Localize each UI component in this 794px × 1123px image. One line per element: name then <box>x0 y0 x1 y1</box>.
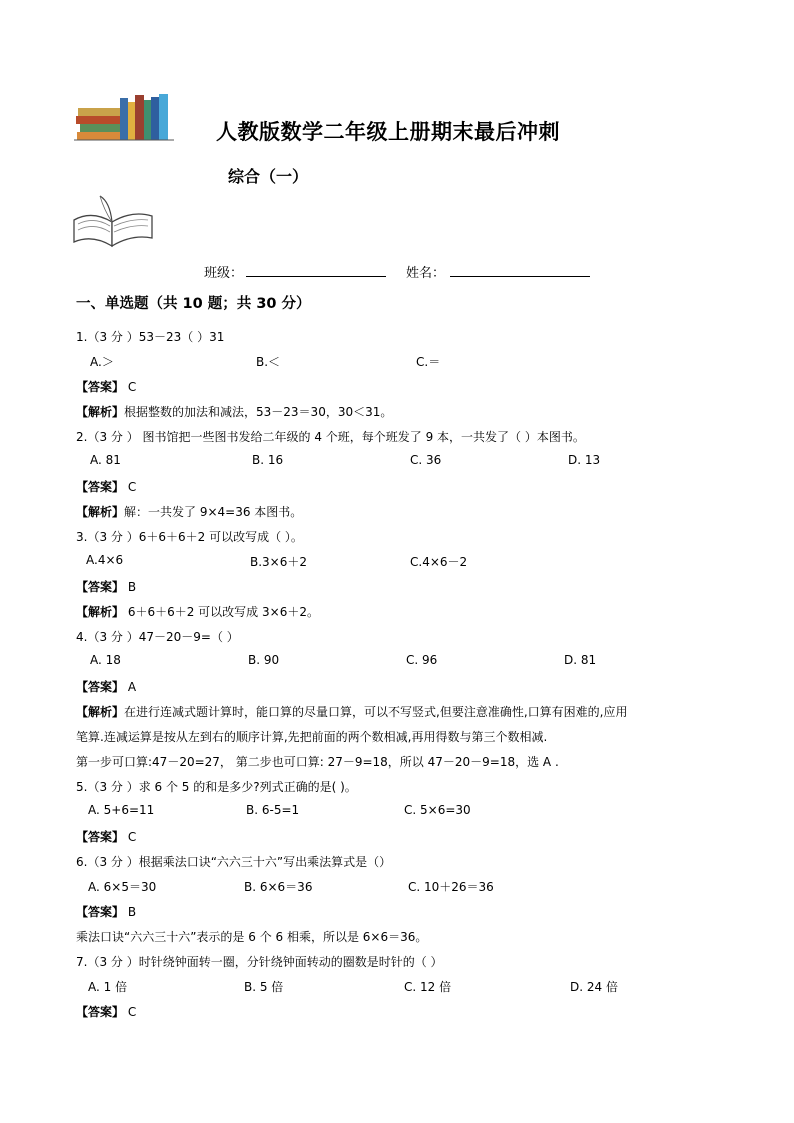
analysis-text: 根据整数的加法和减法，53－23＝30，30＜31。 <box>124 405 393 419</box>
answer-value: C <box>127 830 137 844</box>
answer-value: B <box>127 905 137 919</box>
question-4-option-c[interactable]: C. 96 <box>406 653 438 667</box>
answer-label: 【答案】 <box>76 830 125 844</box>
analysis-text: 解：一共发了 9×4=36 本图书。 <box>124 505 303 519</box>
answer-label: 【答案】 <box>76 380 125 394</box>
question-5-answer <box>76 828 136 845</box>
question-7-option-a[interactable]: A. 1 倍 <box>88 980 128 994</box>
name-label: 姓名： <box>406 266 446 281</box>
analysis-text: 6＋6＋6＋2 可以改写成 3×6＋2。 <box>124 605 319 619</box>
answer-value: C <box>127 380 137 394</box>
answer-value: C <box>127 480 137 494</box>
class-label: 班级： <box>204 266 244 281</box>
question-4-analysis <box>76 703 627 720</box>
page-subtitle: 综合（一） <box>228 167 309 186</box>
question-1-option-c[interactable]: C.＝ <box>416 355 441 369</box>
section-title: 一、单选题（共 10 题；共 30 分） <box>76 296 311 312</box>
question-4-analysis-line3: 第一步可口算:47－20=27， 第二步也可口算: 27－9=18，所以 47－20－9=18，选 A . <box>76 755 559 769</box>
question-7-answer <box>76 1003 136 1020</box>
question-4-stem: 4.（3 分 ）47－20－9=（ ） <box>76 630 239 644</box>
question-3-option-b[interactable]: B.3×6＋2 <box>250 555 308 569</box>
question-5-option-b[interactable]: B. 6-5=1 <box>246 803 300 817</box>
question-2-option-a[interactable]: A. 81 <box>90 453 121 467</box>
analysis-text: 在进行连减式题计算时，能口算的尽量口算，可以不写竖式,但要注意准确性,口算有困难的,应用 <box>124 705 628 719</box>
answer-label: 【答案】 <box>76 905 125 919</box>
question-2-option-b[interactable]: B. 16 <box>252 453 284 467</box>
question-3-stem: 3.（3 分 ）6＋6＋6＋2 可以改写成（ ）。 <box>76 530 303 544</box>
question-1-analysis <box>76 403 392 420</box>
question-2-option-c[interactable]: C. 36 <box>410 453 442 467</box>
question-7-option-d[interactable]: D. 24 倍 <box>570 980 618 994</box>
question-2-option-d[interactable]: D. 13 <box>568 453 601 467</box>
books-illustration <box>74 92 178 142</box>
answer-value: A <box>127 680 137 694</box>
answer-value: C <box>127 1005 137 1019</box>
page-title: 人教版数学二年级上册期末最后冲刺 <box>216 119 560 144</box>
analysis-label: 【解析】 <box>76 705 125 719</box>
question-6-note: 乘法口诀“六六三十六”表示的是 6 个 6 相乘，所以是 6×6＝36。 <box>76 930 428 944</box>
question-4-option-b[interactable]: B. 90 <box>248 653 280 667</box>
question-6-stem: 6.（3 分 ）根据乘法口诀“六六三十六”写出乘法算式是（） <box>76 855 392 869</box>
question-3-option-a[interactable]: A.4×6 <box>86 553 124 567</box>
answer-label: 【答案】 <box>76 480 125 494</box>
answer-label: 【答案】 <box>76 1005 125 1019</box>
question-4-option-d[interactable]: D. 81 <box>564 653 597 667</box>
question-1-option-a[interactable]: A.＞ <box>90 355 114 369</box>
question-4-option-a[interactable]: A. 18 <box>90 653 121 667</box>
question-3-option-c[interactable]: C.4×6－2 <box>410 555 468 569</box>
open-book-illustration <box>70 192 156 252</box>
name-field[interactable] <box>450 276 590 277</box>
question-1-option-b[interactable]: B.＜ <box>256 355 281 369</box>
question-2-analysis <box>76 503 302 520</box>
answer-label: 【答案】 <box>76 680 125 694</box>
answer-value: B <box>127 580 137 594</box>
question-4-analysis-line2: 笔算.连减运算是按从左到右的顺序计算,先把前面的两个数相减,再用得数与第三个数相减. <box>76 730 548 744</box>
question-6-option-b[interactable]: B. 6×6＝36 <box>244 880 313 894</box>
question-1-stem: 1.（3 分 ）53－23（ ）31 <box>76 330 225 344</box>
question-3-answer <box>76 578 136 595</box>
question-5-option-c[interactable]: C. 5×6=30 <box>404 803 471 817</box>
question-7-option-b[interactable]: B. 5 倍 <box>244 980 284 994</box>
question-4-answer <box>76 678 136 695</box>
question-2-stem: 2.（3 分 ） 图书馆把一些图书发给二年级的 4 个班，每个班发了 9 本，一共发了（ ）本图书。 <box>76 430 585 444</box>
question-6-answer <box>76 903 136 920</box>
analysis-label: 【解析】 <box>76 405 125 419</box>
question-7-option-c[interactable]: C. 12 倍 <box>404 980 452 994</box>
question-6-option-a[interactable]: A. 6×5＝30 <box>88 880 157 894</box>
analysis-label: 【解析】 <box>76 505 125 519</box>
question-3-analysis <box>76 603 319 620</box>
analysis-label: 【解析】 <box>76 605 125 619</box>
answer-label: 【答案】 <box>76 580 125 594</box>
class-field[interactable] <box>246 276 386 277</box>
question-5-stem: 5.（3 分 ）求 6 个 5 的和是多少?列式正确的是( )。 <box>76 780 357 794</box>
question-7-stem: 7.（3 分 ）时针绕钟面转一圈，分针绕钟面转动的圈数是时针的（ ） <box>76 955 443 969</box>
question-2-answer <box>76 478 136 495</box>
question-5-option-a[interactable]: A. 5+6=11 <box>88 803 155 817</box>
question-1-answer <box>76 378 136 395</box>
question-6-option-c[interactable]: C. 10＋26＝36 <box>408 880 494 894</box>
